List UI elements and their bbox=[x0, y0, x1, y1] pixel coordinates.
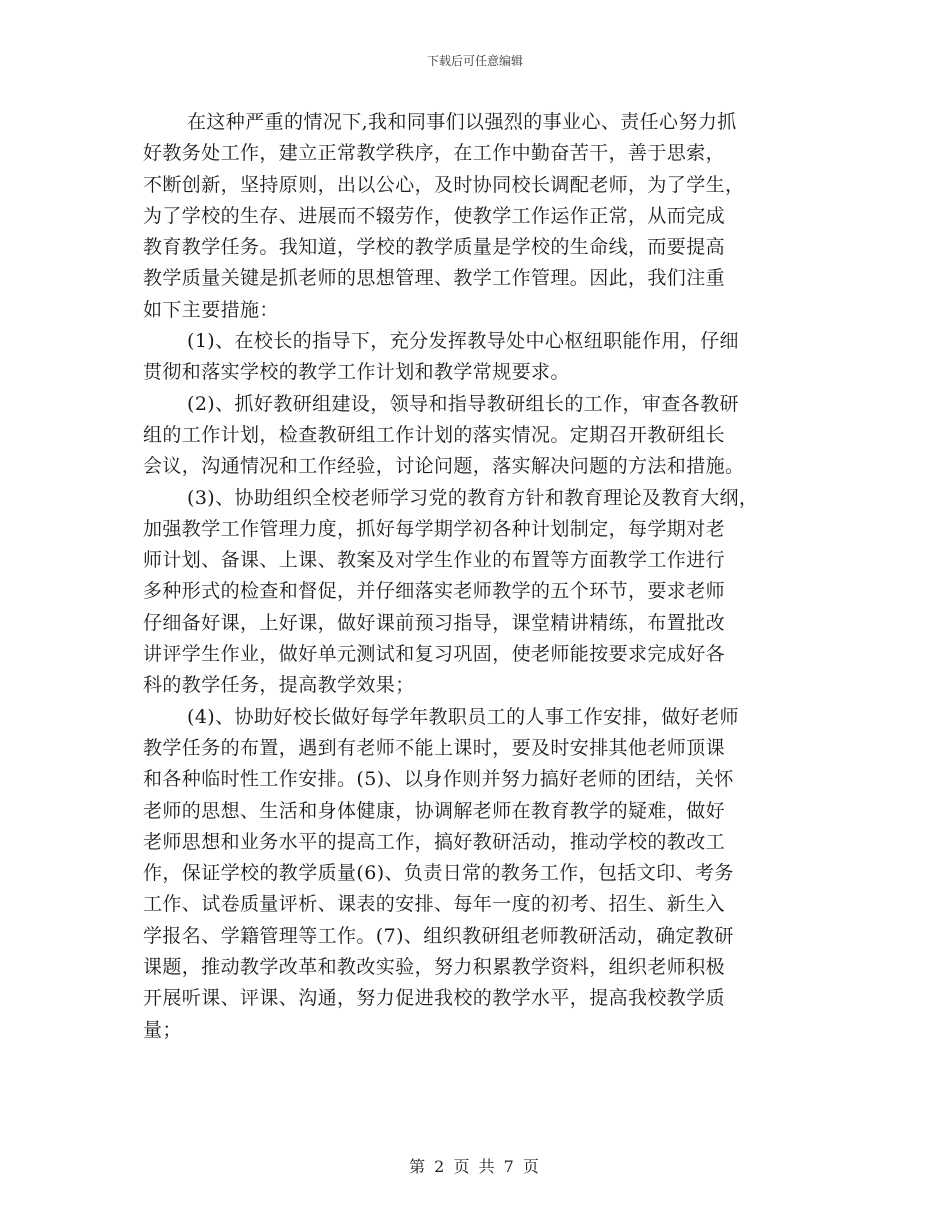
text-line: 科的教学任务，提高教学效果； bbox=[143, 674, 415, 697]
text-line: (2)、抓好教研组建设，领导和指导教研组长的工作，审查各教研 bbox=[187, 392, 739, 415]
text-line: (3)、协助组织全校老师学习党的教育方针和教育理论及教育大纲， bbox=[187, 486, 759, 509]
text-line: 在这种严重的情况下,我和同事们以强烈的事业心、责任心努力抓 bbox=[187, 111, 737, 133]
text-line: 如下主要措施： bbox=[143, 298, 279, 321]
text-line: 贯彻和落实学校的教学工作计划和教学常规要求。 bbox=[143, 361, 570, 384]
text-line: 讲评学生作业，做好单元测试和复习巩固，使老师能按要求完成好各 bbox=[143, 643, 726, 666]
text-line: 量； bbox=[143, 1018, 182, 1041]
page-number: 第 2 页 共 7 页 bbox=[409, 1157, 541, 1176]
text-line: 师计划、备课、上课、教案及对学生作业的布置等方面教学工作进行 bbox=[143, 549, 726, 572]
text-line: 老师的思想、生活和身体健康，协调解老师在教育教学的疑难，做好 bbox=[143, 799, 726, 822]
text-line: 组的工作计划，检查教研组工作计划的落实情况。定期召开教研组长 bbox=[143, 423, 726, 446]
page-header: 下载后可任意编辑 bbox=[426, 54, 523, 68]
text-line: 为了学校的生存、进展而不辍劳作，使教学工作运作正常，从而完成 bbox=[143, 204, 726, 227]
text-line: 教学质量关键是抓老师的思想管理、教学工作管理。因此，我们注重 bbox=[143, 267, 726, 290]
text-line: 和各种临时性工作安排。(5)、以身作则并努力搞好老师的团结，关怀 bbox=[143, 768, 734, 791]
text-line: (1)、在校长的指导下，充分发挥教导处中心枢纽职能作用，仔细 bbox=[187, 330, 739, 353]
text-line: 作，保证学校的教学质量(6)、负责日常的教务工作，包括文印、考务 bbox=[143, 862, 734, 885]
text-line: 教学任务的布置，遇到有老师不能上课时，要及时安排其他老师顶课 bbox=[143, 736, 726, 759]
text-line: 学报名、学籍管理等工作。(7)、组织教研组老师教研活动，确定教研 bbox=[143, 924, 734, 947]
text-line: 仔细备好课，上好课，做好课前预习指导，课堂精讲精练，布置批改 bbox=[143, 611, 726, 634]
text-line: 会议，沟通情况和工作经验，讨论问题，落实解决问题的方法和措施。 bbox=[143, 455, 745, 478]
text-line: 教育教学任务。我知道，学校的教学质量是学校的生命线，而要提高 bbox=[143, 236, 726, 259]
text-line: 不断创新，坚持原则，出以公心，及时协同校长调配老师，为了学生， bbox=[143, 173, 745, 196]
text-line: 好教务处工作，建立正常教学秩序，在工作中勤奋苦干，善于思索， bbox=[143, 142, 726, 165]
text-line: 课题，推动教学改革和教改实验，努力积累教学资料，组织老师积极 bbox=[143, 956, 726, 979]
text-line: 加强教学工作管理力度，抓好每学期学初各种计划制定，每学期对老 bbox=[143, 517, 726, 540]
text-line: 老师思想和业务水平的提高工作，搞好教研活动，推动学校的教改工 bbox=[143, 830, 726, 853]
text-line: 多种形式的检查和督促，并仔细落实老师教学的五个环节，要求老师 bbox=[143, 580, 726, 603]
text-line: 工作、试卷质量评析、课表的安排、每年一度的初考、招生、新生入 bbox=[143, 893, 726, 916]
text-line: 开展听课、评课、沟通，努力促进我校的教学水平，提高我校教学质 bbox=[143, 987, 726, 1010]
text-line: (4)、协助好校长做好每学年教职员工的人事工作安排，做好老师 bbox=[187, 705, 739, 728]
document-body bbox=[143, 107, 823, 1046]
